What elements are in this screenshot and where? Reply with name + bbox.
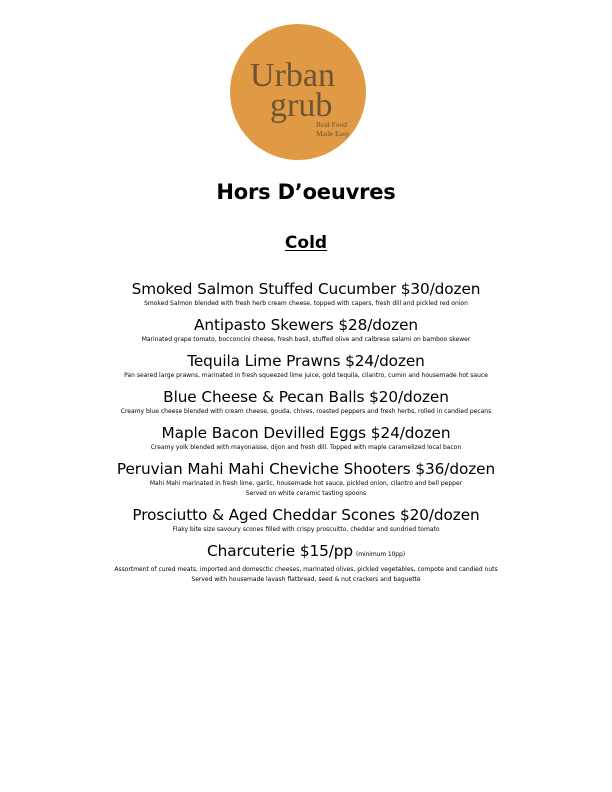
menu-item-name bbox=[0, 316, 612, 334]
menu-item-name bbox=[0, 388, 612, 406]
menu-item-name bbox=[0, 352, 612, 370]
logo-artwork bbox=[230, 24, 366, 160]
menu-item-name bbox=[0, 460, 612, 478]
menu-item-title: Charcuterie $15/pp bbox=[207, 542, 354, 560]
menu-item-title: Smoked Salmon Stuffed Cucumber $30/dozen bbox=[131, 280, 481, 298]
menu-item-title: Antipasto Skewers $28/dozen bbox=[193, 316, 418, 334]
menu-item bbox=[0, 352, 612, 380]
menu-item-title: Blue Cheese & Pecan Balls $20/dozen bbox=[163, 388, 449, 406]
logo-tagline1: Real Food bbox=[316, 120, 348, 129]
menu-item-name bbox=[0, 280, 612, 298]
menu-item-description: Mahi Mahi marinated in fresh lime, garlic, housemade hot sauce, pickled onion, cilantro and bell pepper bbox=[149, 480, 463, 487]
menu-item-name bbox=[0, 424, 612, 442]
logo-tagline2: Made Easy bbox=[316, 129, 350, 138]
menu-item bbox=[0, 424, 612, 452]
logo-line2: grub bbox=[270, 87, 333, 124]
menu-item-description: Pan seared large prawns, marinated in fresh squeezed lime juice, gold tequila, cilantro, cumin and housemade hot sauce bbox=[124, 372, 488, 379]
menu-item-description: Creamy blue cheese blended with cream cheese, gouda, chives, roasted peppers and fresh herbs, rolled in candied pecans bbox=[120, 408, 492, 415]
menu-item bbox=[0, 316, 612, 344]
menu-item-description: Creamy yolk blended with mayonaisse, dijon and fresh dill. Topped with maple caramelized local bacon bbox=[150, 444, 462, 451]
menu-item-description: Flaky bite size savoury scones filled with crispy proscuitto, cheddar and sundried tomato bbox=[172, 526, 440, 533]
menu-item-name bbox=[0, 542, 612, 564]
menu-item-description: Marinated grape tomato, bocconcini cheese, fresh basil, stuffed olive and calbrese salami on bamboo skewer bbox=[141, 336, 471, 343]
menu-item-title: Tequila Lime Prawns $24/dozen bbox=[187, 352, 425, 370]
menu-item-title: Peruvian Mahi Mahi Cheviche Shooters $36/dozen bbox=[116, 460, 496, 478]
menu-item bbox=[0, 280, 612, 308]
menu-item-name bbox=[0, 506, 612, 524]
menu-item-title: Maple Bacon Devilled Eggs $24/dozen bbox=[161, 424, 451, 442]
page-title: Hors D’oeuvres bbox=[216, 180, 396, 204]
logo-line1: Urban bbox=[250, 57, 335, 94]
menu-item-list bbox=[0, 280, 612, 592]
menu-item-description: Assortment of cured meats, imported and domesctic cheeses, marinated olives, pickled vegetables, compote and candied nuts bbox=[114, 566, 498, 573]
menu-item bbox=[0, 460, 612, 498]
menu-item-description: Served on white ceramic tasting spoons bbox=[245, 490, 367, 497]
menu-item bbox=[0, 388, 612, 416]
menu-item bbox=[0, 542, 612, 584]
menu-item-description: Served with housemade lavash flatbread, seed & nut crackers and baguette bbox=[191, 576, 421, 583]
menu-item-description: Smoked Salmon blended with fresh herb cream cheese, topped with capers, fresh dill and pickled red onion bbox=[144, 300, 468, 307]
menu-item-title: Prosciutto & Aged Cheddar Scones $20/dozen bbox=[132, 506, 480, 524]
section-heading: Cold bbox=[284, 233, 328, 253]
urban-grub-logo bbox=[230, 24, 366, 160]
menu-item-note: (minimum 10pp) bbox=[356, 551, 405, 558]
menu-item bbox=[0, 506, 612, 534]
